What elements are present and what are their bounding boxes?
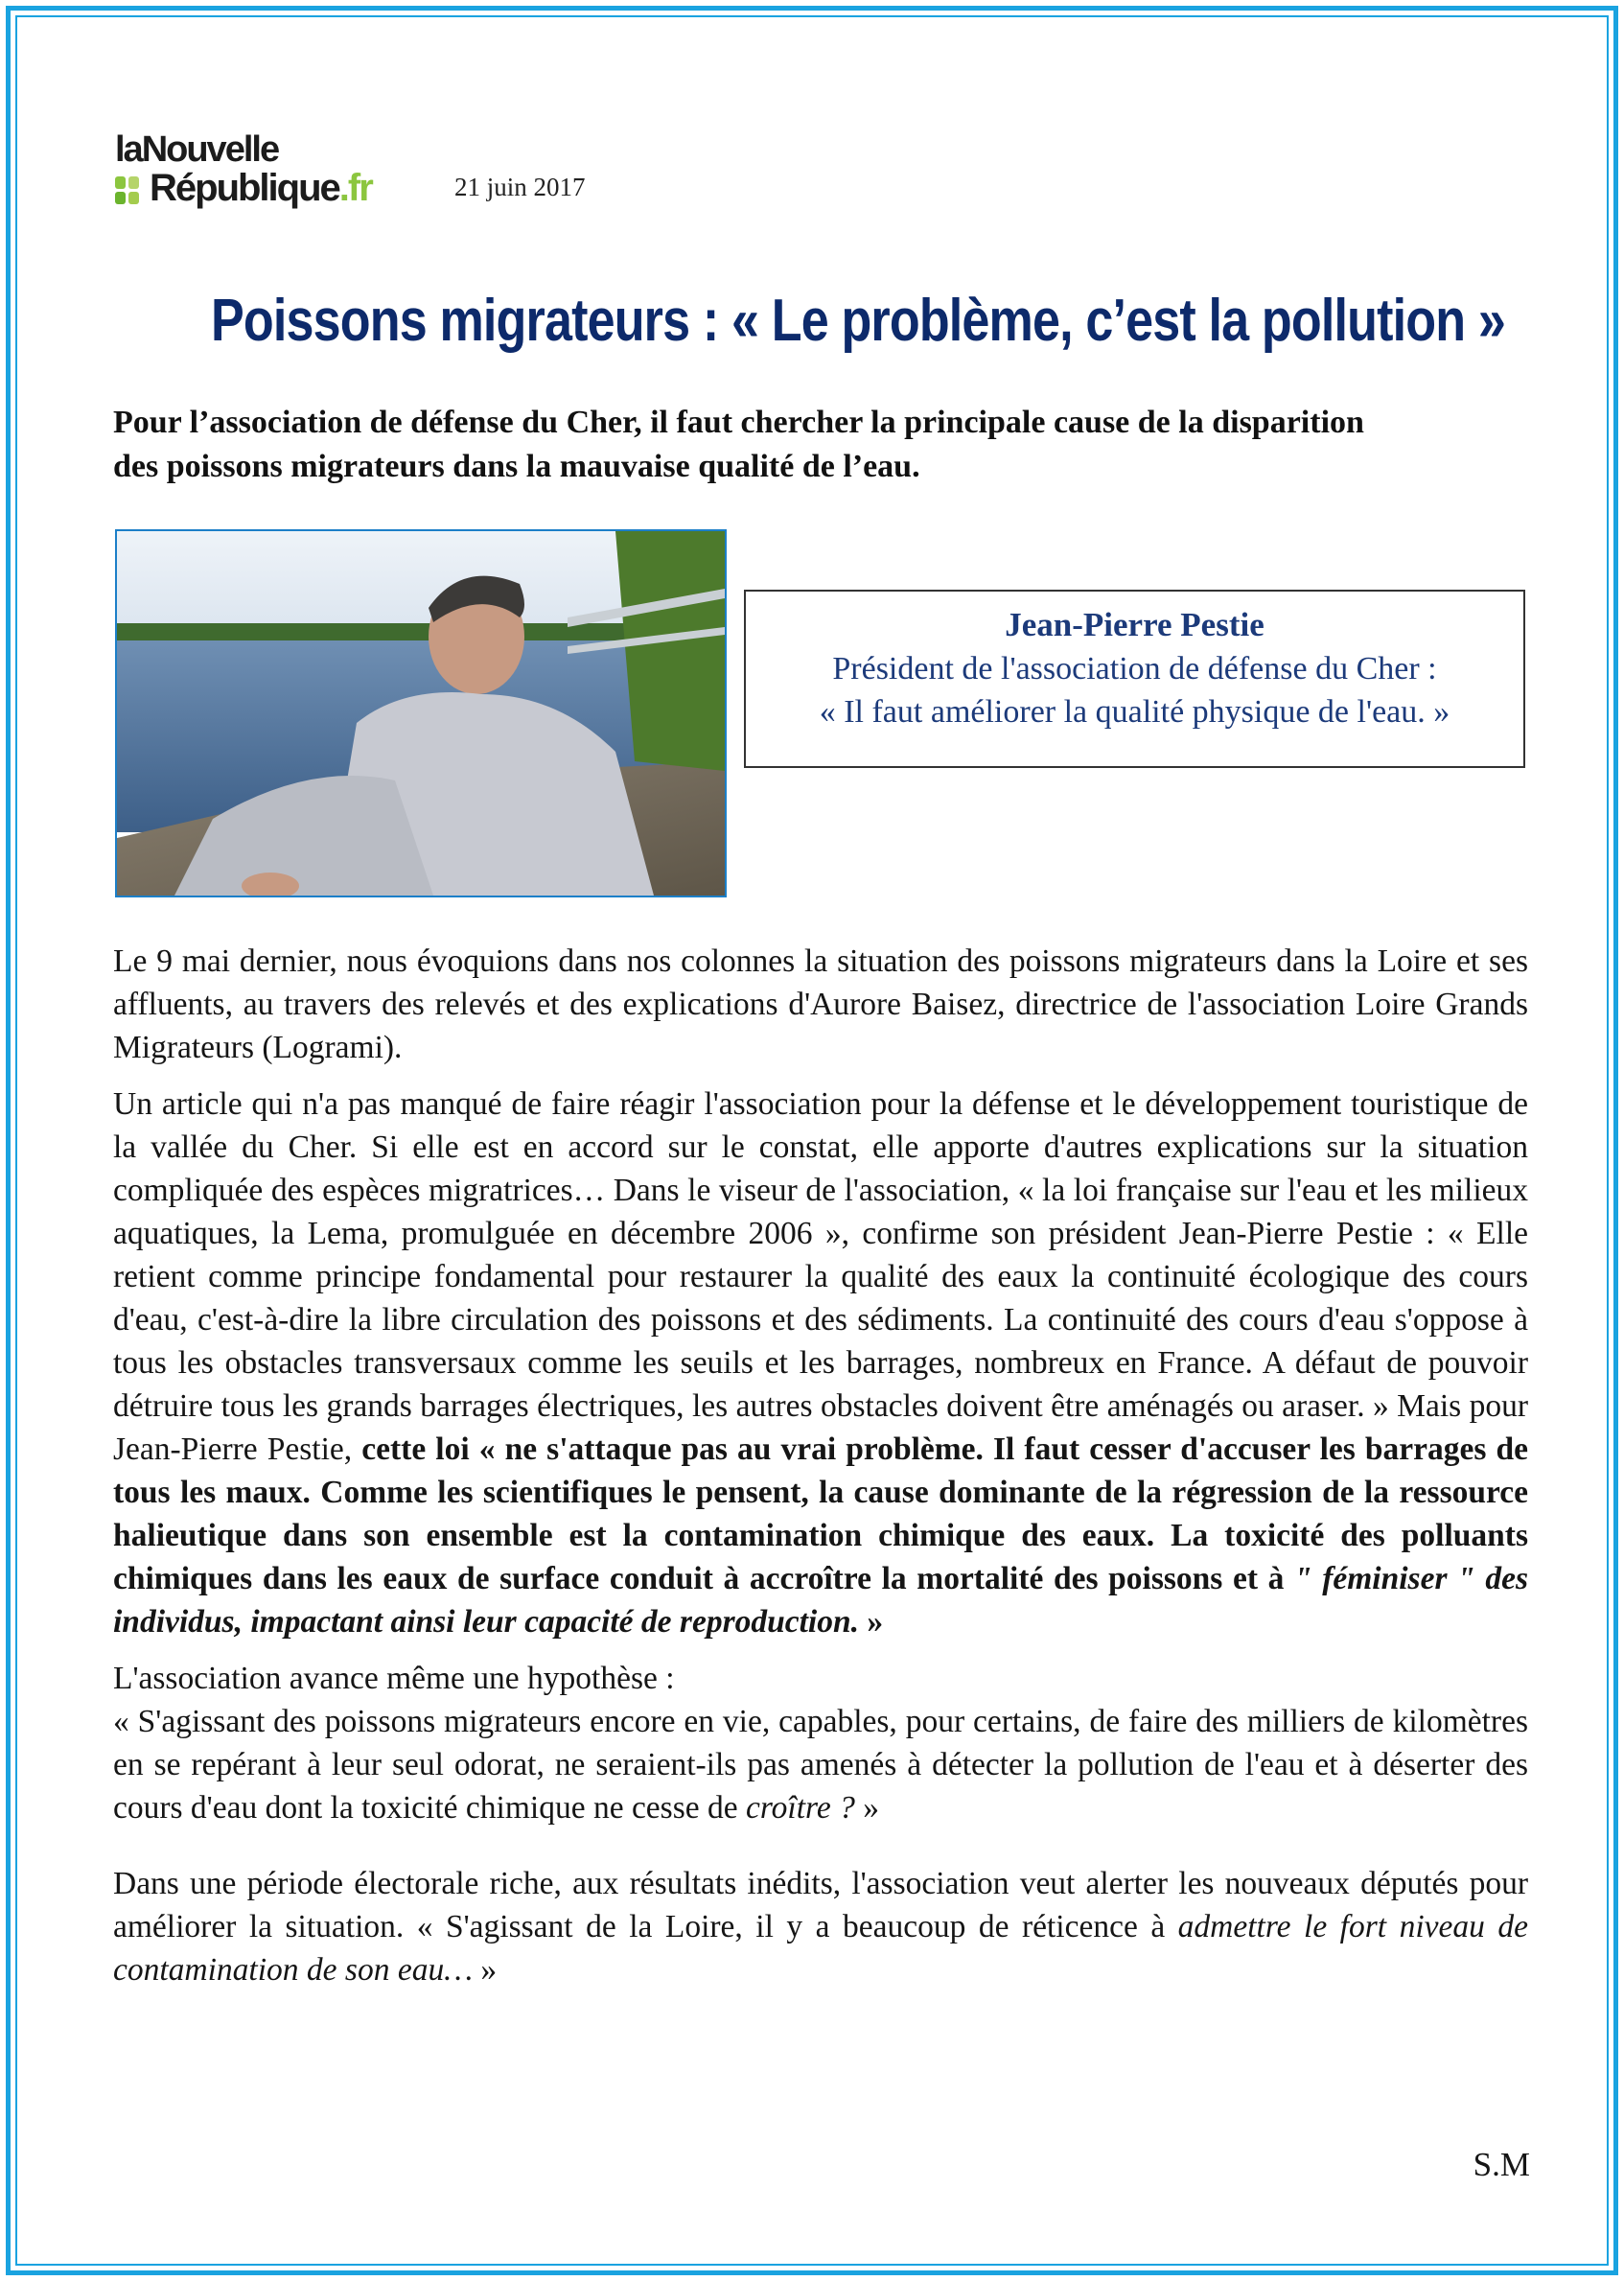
portrait-photo-image: [117, 531, 725, 896]
logo-tld: .fr: [338, 167, 372, 209]
caption-person-role: Président de l'association de défense du Cher :: [832, 651, 1437, 687]
paragraph-2-regular: Un article qui n'a pas manqué de faire réagir l'association pour la défense et le développement touristique de la vallée du Cher. Si elle est en accord sur le constat, elle apporte d'autres explications sur la situation compliquée des espèces migratrices… Dans le viseur de l'association, « la loi française sur l'eau et les milieux aquatiques, la Lema, promulguée en décembre 2006 », confirme son président Jean-Pierre Pestie : « Elle retient comme principe fondamental pour restaurer la qualité des eaux la continuité écologique des cours d'eau, c'est-à-dire la libre circulation des poissons et des sédiments. La continuité des cours d'eau s'oppose à tous les obstacles transversaux comme les seuils et les barrages, nombreux en France. A défaut de pouvoir détruire tous les grands barrages électriques, les autres obstacles doivent être aménagés ou araser. » Mais pour Jean-Pierre Pestie,: [113, 1086, 1528, 1467]
logo-leaf-icon: [115, 176, 140, 205]
caption-person-name: Jean-Pierre Pestie: [1005, 606, 1264, 643]
logo-line-2: [150, 167, 372, 209]
logo-name: République: [150, 167, 339, 209]
logo-line-1: laNouvelle: [115, 129, 279, 170]
newspaper-logo: [115, 130, 422, 211]
paragraph-3: [113, 1657, 1528, 1829]
caption-quote: « Il faut améliorer la qualité physique de l'eau. »: [819, 694, 1450, 730]
paragraph-3-italic: croître ?: [737, 1790, 855, 1826]
article-photo: [115, 529, 727, 897]
paragraph-4-regular: Dans une période électorale riche, aux résultats inédits, l'association veut alerter les nouveaux députés pour améliorer la situation. « S'agissant de la Loire, il y a beaucoup de réticence à: [113, 1866, 1528, 1944]
paragraph-1: Le 9 mai dernier, nous évoquions dans nos colonnes la situation des poissons migrateurs dans la Loire et ses affluents, au travers des relevés et des explications d'Aurore Baisez, directrice de l'association Loire Grands Migrateurs (Logrami).: [113, 943, 1528, 1065]
article-body: [113, 940, 1528, 2005]
article-lede: Pour l’association de défense du Cher, il faut chercher la principale cause de la disparition des poissons migrateurs dans la mauvaise qualité de l’eau.: [113, 405, 1364, 484]
paragraph-3-end: »: [854, 1790, 879, 1826]
paragraph-spacer: [113, 1829, 1528, 1862]
paragraph-2-end: »: [858, 1604, 884, 1640]
author-signature: S.M: [1473, 2146, 1530, 2183]
publication-date: 21 juin 2017: [454, 173, 586, 201]
paragraph-2-bold-italic: " féminiser " des individus, impactant ainsi leur capacité de reproduction.: [113, 1561, 1528, 1640]
paragraph-2: [113, 1082, 1528, 1643]
paragraph-3-quote: « S'agissant des poissons migrateurs encore en vie, capables, pour certains, de faire des milliers de kilomètres en se repérant à leur seul odorat, ne seraient-ils pas amenés à détecter la pollution de l'eau et à déserter des cours d'eau dont la toxicité chimique ne cesse de: [113, 1704, 1528, 1826]
article-headline: Poissons migrateurs : « Le problème, c’est la pollution »: [211, 288, 1505, 354]
paragraph-3-intro: L'association avance même une hypothèse :: [113, 1661, 675, 1696]
paragraph-4-end: »: [472, 1952, 498, 1988]
paragraph-4: [113, 1862, 1528, 1991]
caption-box: [744, 590, 1525, 768]
paragraph-2-bold: cette loi « ne s'attaque pas au vrai problème. Il faut cesser d'accuser les barrages de tous les maux. Comme les scientifiques le pensent, la cause dominante de la régression de la ressource halieutique dans son ensemble est la contamination chimique des eaux. La toxicité des polluants chimiques dans les eaux de surface conduit à accroître la mortalité des poissons et à: [113, 1431, 1528, 1596]
paragraph-4-italic: admettre le fort niveau de contamination de son eau…: [113, 1909, 1528, 1988]
